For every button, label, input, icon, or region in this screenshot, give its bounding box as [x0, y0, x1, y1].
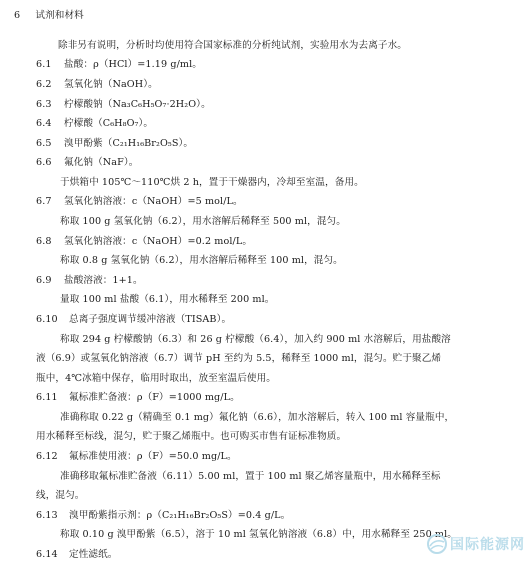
item-6-12: 6.12 氟标准使用液：ρ（F）=50.0 mg/L。	[36, 451, 237, 463]
item-6-7: 6.7 氢氧化钠溶液：c（NaOH）=5 mol/L。	[36, 196, 243, 208]
item-6-8: 6.8 氢氧化钠溶液：c（NaOH）=0.2 mol/L。	[36, 235, 253, 247]
item-6-10-line-3: 瓶中，4℃冰箱中保存，临用时取出，放至室温后使用。	[36, 372, 276, 384]
item-6-13: 6.13 溴甲酚紫指示剂：ρ（C₂₁H₁₆Br₂O₅S）=0.4 g/L。	[36, 509, 291, 521]
item-6-6-detail: 于烘箱中 105℃～110℃烘 2 h，置于干燥器内，冷却至室温，备用。	[60, 176, 364, 188]
item-6-4: 6.4 柠檬酸（C₆H₈O₇）。	[36, 118, 154, 130]
item-6-7-detail: 称取 100 g 氢氧化钠（6.2），用水溶解后稀释至 500 ml，混匀。	[60, 216, 346, 228]
item-6-8-detail: 称取 0.8 g 氢氧化钠（6.2），用水溶解后稀释至 100 ml，混匀。	[60, 255, 343, 267]
item-6-3: 6.3 柠檬酸钠（Na₃C₆H₅O₇·2H₂O）。	[36, 98, 211, 110]
item-6-2: 6.2 氢氧化钠（NaOH）。	[36, 78, 158, 90]
item-6-11-line-1: 准确称取 0.22 g（精确至 0.1 mg）氟化钠（6.6），加水溶解后，转入 100 ml 容量瓶中，	[60, 411, 455, 423]
item-6-1: 6.1 盐酸：ρ（HCl）=1.19 g/ml。	[36, 59, 202, 71]
item-6-11-line-2: 用水稀释至标线，混匀，贮于聚乙烯瓶中。也可购买市售有证标准物质。	[36, 431, 347, 443]
section-heading	[14, 9, 84, 23]
watermark	[426, 533, 525, 555]
section-number: 6	[14, 10, 21, 21]
item-6-11: 6.11 氟标准贮备液：ρ（F）=1000 mg/L。	[36, 392, 240, 404]
item-6-10-line-2: 液（6.9）或氢氧化钠溶液（6.7）调节 pH 至约为 5.5，稀释至 1000 ml，混匀。贮于聚乙烯	[36, 353, 442, 365]
item-6-5: 6.5 溴甲酚紫（C₂₁H₁₆Br₂O₅S）。	[36, 137, 194, 149]
item-6-12-line-2: 线，混匀。	[36, 490, 85, 502]
item-6-14: 6.14 定性滤纸。	[36, 549, 118, 560]
item-6-13-detail: 称取 0.10 g 溴甲酚紫（6.5），溶于 10 ml 氢氧化钠溶液（6.8）中，用水稀释至 250 ml。	[60, 529, 457, 541]
item-6-10: 6.10 总离子强度调节缓冲溶液（TISAB）。	[36, 313, 232, 325]
globe-leaf-logo-icon	[426, 533, 448, 555]
item-6-9: 6.9 盐酸溶液：1+1。	[36, 274, 143, 286]
section-title: 试剂和材料	[35, 10, 84, 21]
watermark-text: 国际能源网	[450, 537, 525, 553]
item-6-12-line-1: 准确移取氟标准贮备液（6.11）5.00 ml，置于 100 ml 聚乙烯容量瓶中，用水稀释至标	[60, 470, 441, 482]
item-6-10-line-1: 称取 294 g 柠檬酸钠（6.3）和 26 g 柠檬酸（6.4），加入约 900 ml 水溶解后，用盐酸溶	[60, 333, 451, 345]
item-6-6: 6.6 氟化钠（NaF）。	[36, 157, 139, 169]
item-6-9-detail: 量取 100 ml 盐酸（6.1），用水稀释至 200 ml。	[60, 294, 275, 306]
intro-paragraph: 除非另有说明，分析时均使用符合国家标准的分析纯试剂，实验用水为去离子水。	[58, 39, 407, 51]
